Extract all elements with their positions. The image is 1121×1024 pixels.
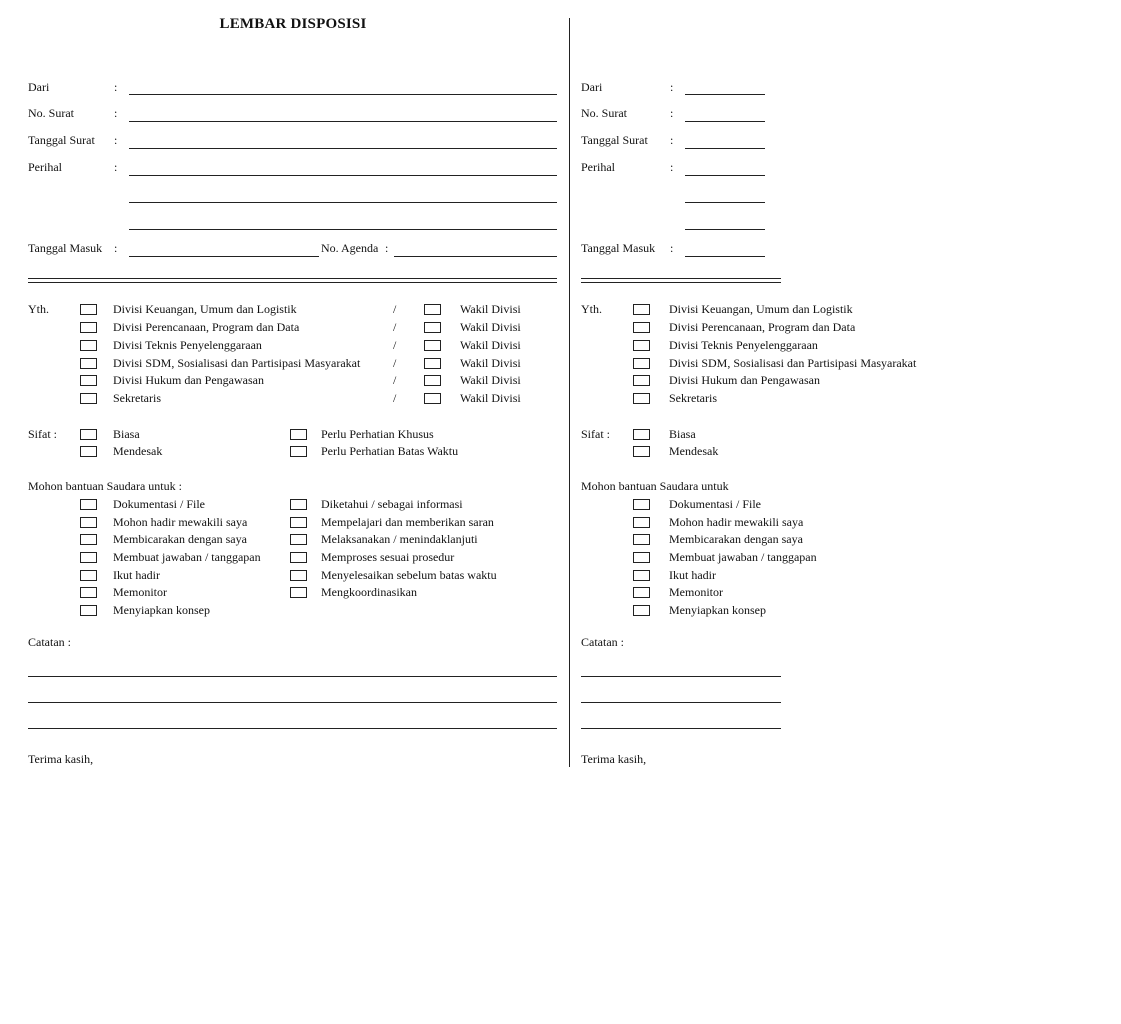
deputy-label: Wakil Divisi	[460, 356, 521, 370]
checkbox-deputy[interactable]	[424, 304, 441, 315]
tanggal-masuk-field[interactable]	[129, 256, 319, 257]
checkbox-action[interactable]	[80, 570, 97, 581]
colon: :	[114, 241, 118, 255]
slash-separator: /	[393, 338, 397, 352]
label-dari: Dari	[581, 80, 603, 94]
catatan-label: Catatan :	[581, 635, 624, 649]
slash-separator: /	[393, 356, 397, 370]
checkbox-sifat[interactable]	[290, 429, 307, 440]
checkbox-action[interactable]	[633, 552, 650, 563]
checkbox-action[interactable]	[80, 552, 97, 563]
label-tanggal-surat: Tanggal Surat	[581, 133, 648, 147]
sifat-option: Mendesak	[669, 444, 719, 458]
perihal-field-line-2[interactable]	[129, 202, 557, 203]
perihal-field-line-3[interactable]	[129, 229, 557, 230]
deputy-label: Wakil Divisi	[460, 320, 521, 334]
perihal-field-line-3[interactable]	[685, 229, 765, 230]
colon: :	[670, 80, 674, 94]
checkbox-action[interactable]	[80, 534, 97, 545]
closing-text: Terima kasih,	[28, 752, 94, 766]
checkbox-division[interactable]	[80, 322, 97, 333]
action-label: Ikut hadir	[113, 568, 160, 582]
division-label: Sekretaris	[113, 391, 161, 405]
checkbox-action[interactable]	[633, 605, 650, 616]
disposition-form-left	[28, 0, 568, 780]
dari-field[interactable]	[129, 94, 557, 95]
checkbox-action[interactable]	[633, 570, 650, 581]
division-label: Divisi Perencanaan, Program dan Data	[113, 320, 300, 334]
label-tanggal-masuk: Tanggal Masuk	[28, 241, 103, 255]
checkbox-action[interactable]	[633, 587, 650, 598]
double-divider-bottom	[28, 282, 557, 283]
division-label: Divisi Hukum dan Pengawasan	[669, 373, 820, 387]
checkbox-action[interactable]	[290, 534, 307, 545]
colon: :	[670, 160, 674, 174]
catatan-line-3[interactable]	[28, 728, 557, 729]
sifat-label: Sifat :	[28, 427, 57, 441]
action-label: Mempelajari dan memberikan saran	[321, 515, 494, 529]
action-label: Mengkoordinasikan	[321, 585, 417, 599]
checkbox-action[interactable]	[290, 499, 307, 510]
checkbox-deputy[interactable]	[424, 322, 441, 333]
action-label: Membicarakan dengan saya	[113, 532, 247, 546]
division-label: Divisi Keuangan, Umum dan Logistik	[113, 302, 297, 316]
colon: :	[670, 106, 674, 120]
colon: :	[114, 133, 118, 147]
tanggal-surat-field[interactable]	[129, 148, 557, 149]
division-label: Divisi SDM, Sosialisasi dan Partisipasi Masyarakat	[669, 356, 917, 370]
action-label: Membuat jawaban / tanggapan	[113, 550, 261, 564]
checkbox-deputy[interactable]	[424, 340, 441, 351]
slash-separator: /	[393, 391, 397, 405]
slash-separator: /	[393, 320, 397, 334]
no-surat-field[interactable]	[685, 121, 765, 122]
checkbox-sifat[interactable]	[290, 446, 307, 457]
checkbox-division[interactable]	[633, 375, 650, 386]
checkbox-action[interactable]	[80, 587, 97, 598]
perihal-field-line-1[interactable]	[129, 175, 557, 176]
label-no-surat: No. Surat	[28, 106, 74, 120]
tanggal-surat-field[interactable]	[685, 148, 765, 149]
checkbox-division[interactable]	[80, 375, 97, 386]
division-label: Divisi SDM, Sosialisasi dan Partisipasi Masyarakat	[113, 356, 361, 370]
disposition-form-right-clip	[574, 0, 917, 780]
action-label: Ikut hadir	[669, 568, 716, 582]
colon: :	[670, 241, 674, 255]
label-perihal: Perihal	[581, 160, 615, 174]
action-label: Menyiapkan konsep	[669, 603, 766, 617]
checkbox-deputy[interactable]	[424, 358, 441, 369]
checkbox-division[interactable]	[80, 393, 97, 404]
action-label: Menyelesaikan sebelum batas waktu	[321, 568, 497, 582]
dari-field[interactable]	[685, 94, 765, 95]
checkbox-division[interactable]	[80, 340, 97, 351]
checkbox-deputy[interactable]	[424, 393, 441, 404]
checkbox-sifat[interactable]	[80, 446, 97, 457]
checkbox-division[interactable]	[80, 304, 97, 315]
checkbox-action[interactable]	[633, 517, 650, 528]
division-label: Sekretaris	[669, 391, 717, 405]
action-label: Membuat jawaban / tanggapan	[669, 550, 817, 564]
catatan-line-2[interactable]	[28, 702, 557, 703]
division-label: Divisi Keuangan, Umum dan Logistik	[669, 302, 853, 316]
label-tanggal-masuk: Tanggal Masuk	[581, 241, 656, 255]
form-title: LEMBAR DISPOSISI	[219, 16, 367, 32]
action-label: Memonitor	[113, 585, 167, 599]
deputy-label: Wakil Divisi	[460, 338, 521, 352]
label-perihal: Perihal	[28, 160, 62, 174]
colon: :	[670, 133, 674, 147]
action-label: Mohon hadir mewakili saya	[113, 515, 248, 529]
label-no-agenda: No. Agenda	[321, 241, 379, 255]
colon: :	[114, 106, 118, 120]
checkbox-division[interactable]	[80, 358, 97, 369]
checkbox-sifat[interactable]	[633, 446, 650, 457]
checkbox-action[interactable]	[80, 605, 97, 616]
checkbox-sifat[interactable]	[633, 429, 650, 440]
colon: :	[114, 80, 118, 94]
checkbox-action[interactable]	[290, 552, 307, 563]
deputy-label: Wakil Divisi	[460, 391, 521, 405]
colon: :	[114, 160, 118, 174]
double-divider-top	[581, 278, 781, 279]
division-label: Divisi Teknis Penyelenggaraan	[113, 338, 262, 352]
checkbox-action[interactable]	[290, 570, 307, 581]
checkbox-division[interactable]	[633, 340, 650, 351]
sifat-option: Biasa	[113, 427, 140, 441]
label-dari: Dari	[28, 80, 50, 94]
action-label: Dokumentasi / File	[113, 497, 205, 511]
sifat-label: Sifat :	[581, 427, 610, 441]
catatan-line-1[interactable]	[28, 676, 557, 677]
label-no-surat: No. Surat	[581, 106, 627, 120]
checkbox-deputy[interactable]	[424, 375, 441, 386]
checkbox-division[interactable]	[633, 393, 650, 404]
no-surat-field[interactable]	[129, 121, 557, 122]
checkbox-action[interactable]	[290, 517, 307, 528]
checkbox-action[interactable]	[80, 517, 97, 528]
disposition-form-right	[581, 0, 1121, 780]
checkbox-action[interactable]	[80, 499, 97, 510]
double-divider-top	[28, 278, 557, 279]
action-label: Menyiapkan konsep	[113, 603, 210, 617]
action-label: Mohon hadir mewakili saya	[669, 515, 804, 529]
sifat-option: Mendesak	[113, 444, 163, 458]
yth-label: Yth.	[28, 302, 49, 316]
checkbox-sifat[interactable]	[80, 429, 97, 440]
action-label: Memonitor	[669, 585, 723, 599]
action-label: Dokumentasi / File	[669, 497, 761, 511]
division-label: Divisi Perencanaan, Program dan Data	[669, 320, 856, 334]
colon: :	[385, 241, 389, 255]
mohon-label: Mohon bantuan Saudara untuk	[581, 479, 729, 493]
division-label: Divisi Hukum dan Pengawasan	[113, 373, 264, 387]
label-tanggal-surat: Tanggal Surat	[28, 133, 95, 147]
double-divider-bottom	[581, 282, 781, 283]
slash-separator: /	[393, 373, 397, 387]
checkbox-division[interactable]	[633, 304, 650, 315]
mohon-label: Mohon bantuan Saudara untuk :	[28, 479, 182, 493]
checkbox-division[interactable]	[633, 358, 650, 369]
cut-line	[569, 18, 570, 767]
catatan-line-2[interactable]	[581, 702, 781, 703]
sifat-option: Perlu Perhatian Khusus	[321, 427, 434, 441]
deputy-label: Wakil Divisi	[460, 302, 521, 316]
tanggal-masuk-field[interactable]	[685, 256, 765, 257]
action-label: Melaksanakan / menindaklanjuti	[321, 532, 478, 546]
yth-label: Yth.	[581, 302, 602, 316]
sifat-option: Biasa	[669, 427, 696, 441]
checkbox-action[interactable]	[633, 499, 650, 510]
checkbox-division[interactable]	[633, 322, 650, 333]
no-agenda-field[interactable]	[394, 256, 557, 257]
perihal-field-line-2[interactable]	[685, 202, 765, 203]
sifat-option: Perlu Perhatian Batas Waktu	[321, 444, 459, 458]
slash-separator: /	[393, 302, 397, 316]
checkbox-action[interactable]	[290, 587, 307, 598]
action-label: Diketahui / sebagai informasi	[321, 497, 463, 511]
catatan-line-1[interactable]	[581, 676, 781, 677]
action-label: Memproses sesuai prosedur	[321, 550, 455, 564]
action-label: Membicarakan dengan saya	[669, 532, 803, 546]
checkbox-action[interactable]	[633, 534, 650, 545]
catatan-label: Catatan :	[28, 635, 71, 649]
division-label: Divisi Teknis Penyelenggaraan	[669, 338, 818, 352]
perihal-field-line-1[interactable]	[685, 175, 765, 176]
deputy-label: Wakil Divisi	[460, 373, 521, 387]
closing-text: Terima kasih,	[581, 752, 647, 766]
catatan-line-3[interactable]	[581, 728, 781, 729]
